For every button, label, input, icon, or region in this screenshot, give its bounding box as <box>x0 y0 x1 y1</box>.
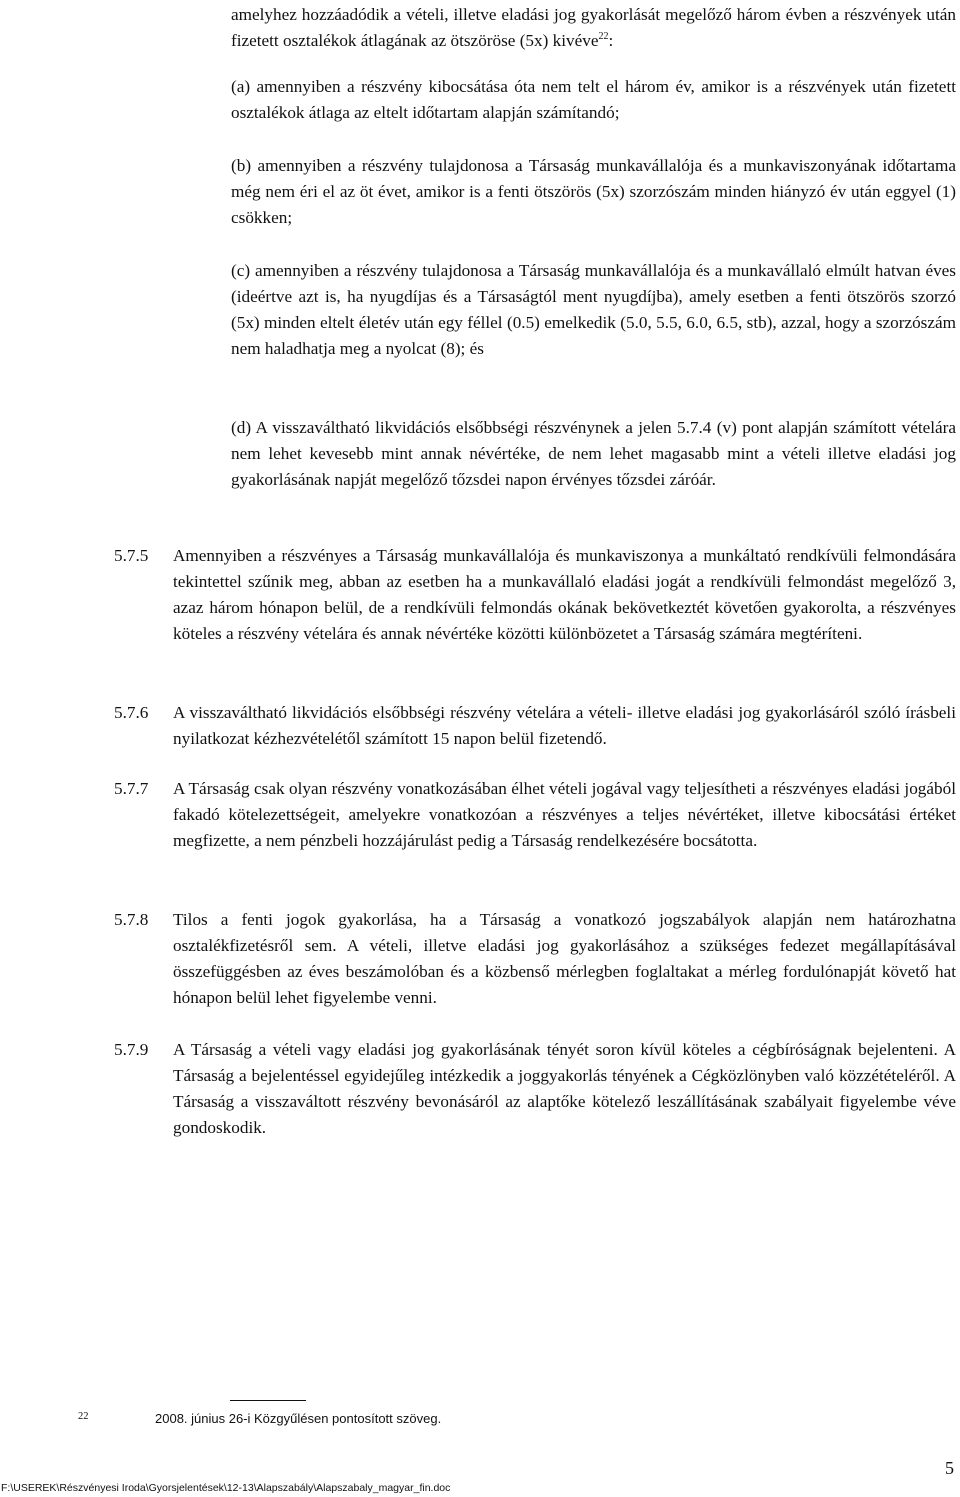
section-number: 5.7.7 <box>114 779 149 798</box>
section-5-7-5 <box>114 543 956 647</box>
list-item-b <box>231 153 956 231</box>
section-text: A Társaság a vételi vagy eladási jog gyakorlásának tényét soron kívül köteles a cégbíróságnak bejelenteni. A Társaság a bejelentéssel egyidejűleg intézkedik a joggyakorlás tényének a Cégközlönyben való közzétételéről. A Társaság a visszaváltott részvény bevonásáról az alaptőke kötelező leszállításának szabályait figyelembe véve gondoskodik. <box>173 1040 956 1137</box>
section-number: 5.7.8 <box>114 910 149 929</box>
section-5-7-7 <box>114 776 956 854</box>
section-text: Tilos a fenti jogok gyakorlása, ha a Társaság a vonatkozó jogszabályok alapján nem határozhatna osztalékfizetésről sem. A vételi, illetve eladási jog gyakorlásához a szükséges fedezet megállapításával összefüggésben az éves beszámolóban és a közbenső mérlegben foglaltakat a mérleg fordulónapját követő hat hónapon belül lehet figyelembe venni. <box>173 910 956 1007</box>
list-item-text: (d) A visszaváltható likvidációs elsőbbségi részvénynek a jelen 5.7.4 (v) pont alapján számított vételára nem lehet kevesebb mint annak névértéke, de nem lehet magasabb mint a vételi illetve eladási jog gyakorlásának napját megelőző tőzsdei napon érvényes tőzsdei záróár. <box>231 418 956 489</box>
intro-paragraph <box>231 2 956 54</box>
section-text: Amennyiben a részvényes a Társaság munkavállalója és munkaviszonya a munkáltató rendkívüli felmondására tekintettel szűnik meg, abban az esetben ha a munkavállaló eladási jogát a rendkívüli felmondást megelőző 3, azaz három hónapon belül, de a rendkívüli felmondás okának bekövetkeztét követően gyakorolta, a részvényes köteles a részvény vételára és annak névértéke közötti különbözetet a Társaság számára megtéríteni. <box>173 546 956 643</box>
section-number: 5.7.5 <box>114 546 149 565</box>
section-text: A Társaság csak olyan részvény vonatkozásában élhet vételi jogával vagy teljesítheti a részvényes eladási jogából fakadó kötelezettségeit, amelyekre vonatkozóan a részvényes a teljes névértéket, illetve kibocsátási értéket megfizette, a nem pénzbeli hozzájárulást pedig a Társaság rendelkezésére bocsátotta. <box>173 779 956 850</box>
list-item-c <box>231 258 956 362</box>
section-text: A visszaváltható likvidációs elsőbbségi részvény vételára a vételi- illetve eladási jog gyakorlásáról szóló írásbeli nyilatkozat kézhezvételétől számított 15 napon belül fizetendő. <box>173 703 956 748</box>
list-item-a <box>231 74 956 126</box>
list-item-d <box>231 415 956 493</box>
footnote-number: 22 <box>78 1411 89 1422</box>
list-item-text: (c) amennyiben a részvény tulajdonosa a Társaság munkavállalója és a munkavállaló elmúlt hatvan éves (ideértve azt is, ha nyugdíjas és a Társaságtól ment nyugdíjba), amely esetben a fenti ötszörös szorzó (5x) minden eltelt életév után egy féllel (0.5) emelkedik (5.0, 5.5, 6.0, 6.5, stb), azzal, hogy a szorzószám nem haladhatja meg a nyolcat (8); és <box>231 261 956 358</box>
page-number: 5 <box>945 1458 954 1478</box>
footnote-separator <box>230 1400 306 1401</box>
section-5-7-9 <box>114 1037 956 1141</box>
section-number: 5.7.6 <box>114 703 149 722</box>
list-item-text: (a) amennyiben a részvény kibocsátása óta nem telt el három év, amikor is a részvények után fizetett osztalékok átlaga az eltelt időtartam alapján számítandó; <box>231 77 956 122</box>
section-number: 5.7.9 <box>114 1040 149 1059</box>
list-item-text: (b) amennyiben a részvény tulajdonosa a Társaság munkavállalója és a munkaviszonyának időtartama még nem éri el az öt évet, amikor is a fenti ötszörös (5x) szorzószám minden hiányzó év után eggyel (1) csökken; <box>231 156 956 227</box>
intro-suffix: : <box>608 31 614 50</box>
section-5-7-6 <box>114 700 956 752</box>
footnote-reference: 22 <box>598 31 609 42</box>
file-path: F:\USEREK\Részvényesi Iroda\Gyorsjelentések\12-13\Alapszabály\Alapszabaly_magyar_fin.doc <box>1 1482 451 1494</box>
section-5-7-8 <box>114 907 956 1011</box>
footnote-text: 2008. június 26-i Közgyűlésen pontosított szöveg. <box>155 1411 442 1426</box>
intro-text: amelyhez hozzáadódik a vételi, illetve eladási jog gyakorlását megelőző három évben a részvények után fizetett osztalékok átlagának az ötszöröse (5x) kivéve <box>231 5 956 50</box>
